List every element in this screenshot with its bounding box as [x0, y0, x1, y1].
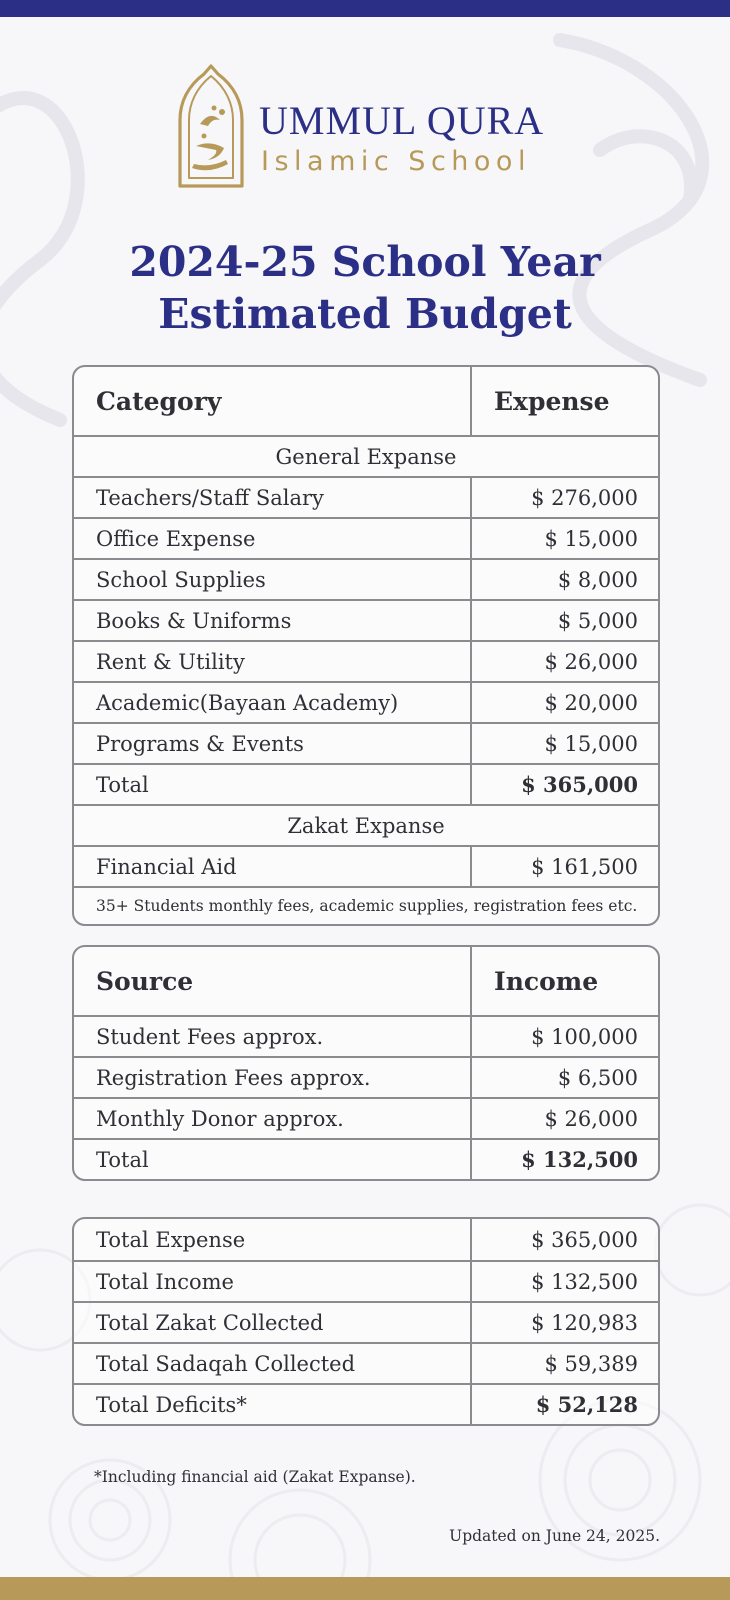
row-value: $ 5,000	[557, 608, 638, 633]
row-value: $ 26,000	[544, 1106, 638, 1131]
row-value: $ 276,000	[531, 485, 638, 510]
general-total-row	[74, 763, 658, 804]
table-row	[74, 599, 658, 640]
row-label: Academic(Bayaan Academy)	[74, 683, 472, 722]
row-label: Registration Fees approx.	[74, 1058, 472, 1097]
total-value: $ 365,000	[521, 772, 638, 797]
section-zakat-label: Zakat Expanse	[287, 813, 445, 838]
school-logo	[176, 64, 576, 194]
table-row	[74, 1056, 658, 1097]
row-label: School Supplies	[74, 560, 472, 599]
total-label: Total	[74, 1140, 472, 1179]
row-label: Total Zakat Collected	[74, 1303, 472, 1342]
row-label: Rent & Utility	[74, 642, 472, 681]
row-value: $ 20,000	[544, 690, 638, 715]
row-value: $ 120,983	[531, 1310, 638, 1335]
row-value: $ 100,000	[531, 1024, 638, 1049]
table-row	[74, 845, 658, 886]
section-zakat	[74, 804, 658, 845]
row-value: $ 15,000	[544, 526, 638, 551]
header-income: Income	[494, 966, 599, 996]
school-name: UMMUL QURA	[259, 98, 545, 143]
table-row	[74, 722, 658, 763]
summary-table	[72, 1217, 660, 1426]
income-total-row	[74, 1138, 658, 1179]
expense-table-header	[74, 367, 658, 435]
row-value: $ 6,500	[557, 1065, 638, 1090]
total-value: $ 132,500	[521, 1147, 638, 1172]
row-label: Total Expense	[74, 1219, 472, 1260]
row-value: $ 132,500	[531, 1269, 638, 1294]
row-value: $ 161,500	[531, 854, 638, 879]
zakat-note-row	[74, 886, 658, 924]
bottom-accent-bar	[0, 1577, 730, 1600]
table-row	[74, 1219, 658, 1260]
header-category: Category	[74, 367, 472, 435]
table-row	[74, 476, 658, 517]
table-row	[74, 1301, 658, 1342]
zakat-note: 35+ Students monthly fees, academic supplies, registration fees etc.	[96, 897, 638, 915]
income-table-header	[74, 947, 658, 1015]
title-line-2: Estimated Budget	[158, 290, 572, 338]
top-accent-bar	[0, 0, 730, 17]
row-label: Financial Aid	[74, 847, 472, 886]
row-value: $ 8,000	[557, 567, 638, 592]
row-label: Student Fees approx.	[74, 1017, 472, 1056]
row-value: $ 365,000	[531, 1227, 638, 1252]
deficit-value: $ 52,128	[535, 1392, 638, 1417]
table-row	[74, 1342, 658, 1383]
deficit-row	[74, 1383, 658, 1424]
header-source: Source	[74, 947, 472, 1015]
section-general	[74, 435, 658, 476]
row-value: $ 15,000	[544, 731, 638, 756]
row-value: $ 59,389	[544, 1351, 638, 1376]
table-row	[74, 1260, 658, 1301]
row-value: $ 26,000	[544, 649, 638, 674]
total-label: Total	[74, 765, 472, 804]
section-general-label: General Expanse	[275, 444, 457, 469]
row-label: Teachers/Staff Salary	[74, 478, 472, 517]
mosque-arch-logo-icon	[176, 64, 246, 189]
expense-table	[72, 365, 660, 926]
row-label: Programs & Events	[74, 724, 472, 763]
table-row	[74, 681, 658, 722]
title-line-1: 2024-25 School Year	[129, 238, 601, 286]
row-label: Monthly Donor approx.	[74, 1099, 472, 1138]
deficit-label: Total Deficits*	[74, 1385, 472, 1424]
row-label: Total Sadaqah Collected	[74, 1344, 472, 1383]
table-row	[74, 1015, 658, 1056]
table-row	[74, 640, 658, 681]
updated-date: Updated on June 24, 2025.	[449, 1527, 660, 1545]
table-row	[74, 558, 658, 599]
income-table	[72, 945, 660, 1181]
school-subtitle: Islamic School	[261, 146, 531, 177]
row-label: Total Income	[74, 1262, 472, 1301]
table-row	[74, 1097, 658, 1138]
page-title	[0, 236, 730, 340]
row-label: Office Expense	[74, 519, 472, 558]
row-label: Books & Uniforms	[74, 601, 472, 640]
header-expense: Expense	[494, 386, 610, 416]
footnote: *Including financial aid (Zakat Expanse).	[94, 1468, 416, 1486]
table-row	[74, 517, 658, 558]
